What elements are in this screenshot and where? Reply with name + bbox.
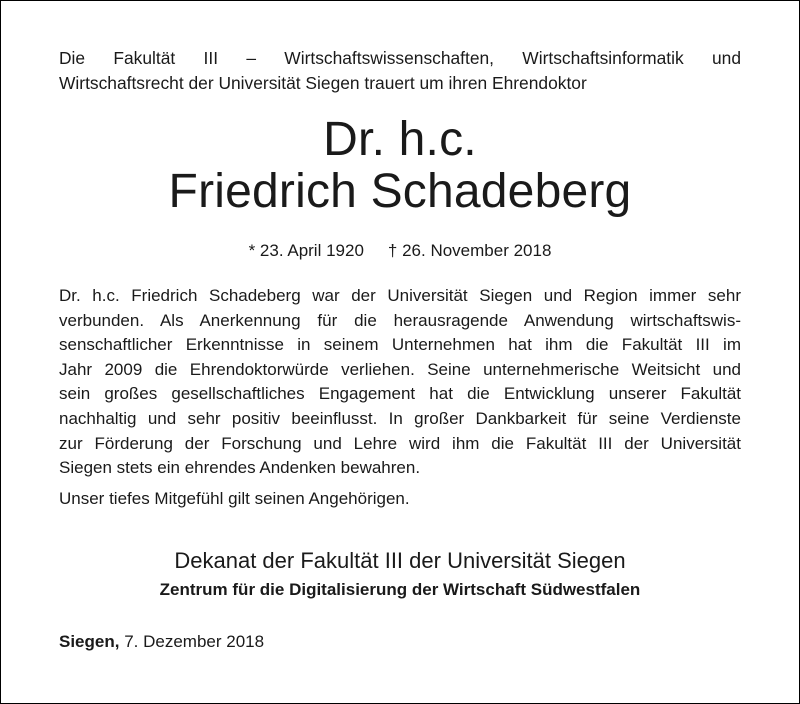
intro-line-2: Wirtschaftsrecht der Universität Siegen trauert um ihren Ehrendoktor — [59, 73, 587, 93]
tribute-line: Siegen stets ein ehrendes Andenken bewahren. — [59, 458, 421, 478]
deceased-title: Dr. h.c. — [323, 113, 477, 166]
tribute-paragraph — [59, 284, 741, 481]
signature-dean-office: Dekanat der Fakultät III der Universität Siegen — [174, 547, 626, 573]
tribute-line: senschaftlicher Erkenntnisse in seinem Unternehmen hat ihm die Fakultät III im — [59, 335, 741, 355]
signature-center: Zentrum für die Digitalisierung der Wirtschaft Südwestfalen — [159, 579, 641, 599]
tribute-line: zur Förderung der Forschung und Lehre wird ihm die Fakultät III der Universität — [59, 433, 741, 453]
place-date-value: 7. Dezember 2018 — [124, 631, 265, 651]
tribute-line: verbunden. Als Anerkennung für die herausragende Anwendung wirtschaftswis- — [59, 310, 741, 330]
intro-text — [59, 46, 741, 96]
tribute-line: sein großes gesellschaftliches Engagement hat die Entwicklung unserer Fakultät — [59, 384, 741, 404]
tribute-line: nachhaltig und sehr positiv beeinflusst. In großer Dankbarkeit für seine Verdienste — [59, 408, 741, 428]
birth-date: * 23. April 1920 — [248, 241, 364, 260]
place-date — [59, 631, 741, 653]
intro-line-1: Die Fakultät III – Wirtschaftswissenschaften, Wirtschaftsinformatik und — [59, 48, 741, 68]
tribute-line: Jahr 2009 die Ehrendoktorwürde verliehen. Seine unternehmerische Weitsicht und — [59, 359, 741, 379]
place-city: Siegen, — [59, 631, 120, 651]
signature-block — [59, 547, 741, 601]
death-date: † 26. November 2018 — [387, 241, 552, 260]
deceased-name-block — [59, 114, 741, 218]
deceased-name: Friedrich Schadeberg — [168, 165, 632, 218]
life-dates — [59, 240, 741, 262]
condolence-text: Unser tiefes Mitgefühl gilt seinen Angehörigen. — [59, 488, 410, 508]
obituary-notice — [59, 46, 741, 653]
tribute-line: Dr. h.c. Friedrich Schadeberg war der Universität Siegen und Region immer sehr — [59, 286, 741, 305]
